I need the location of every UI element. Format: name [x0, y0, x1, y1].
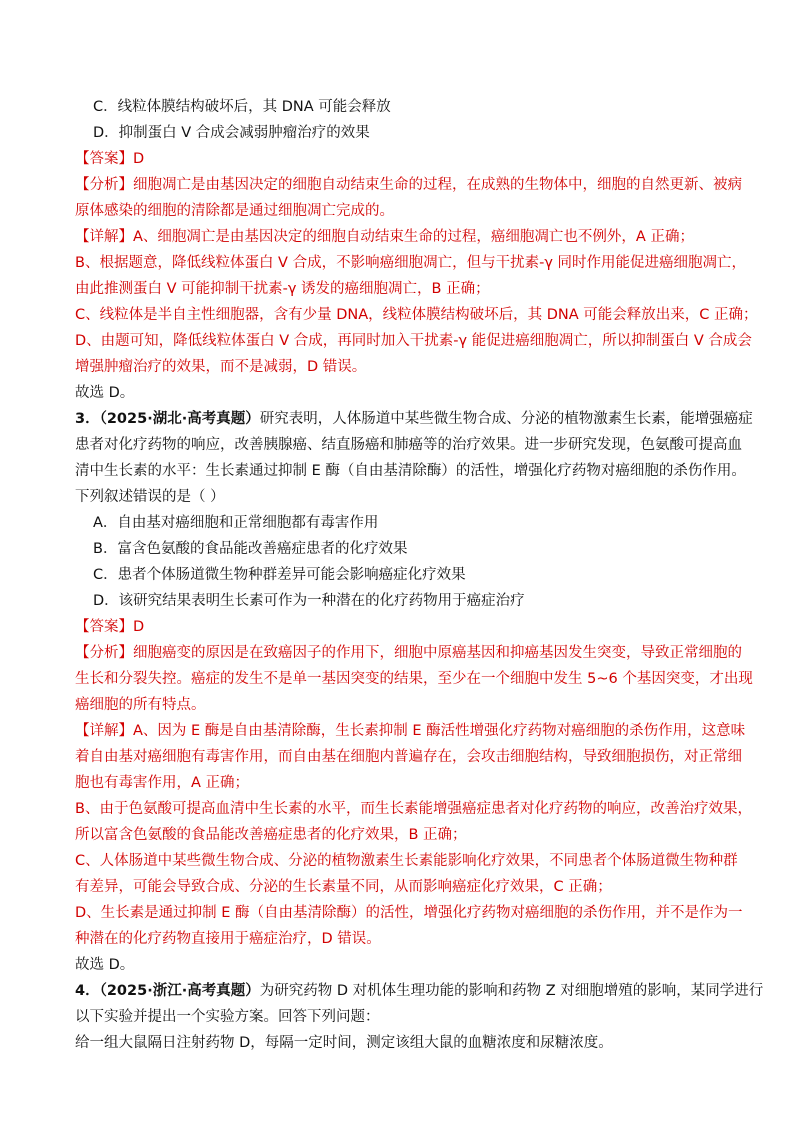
q3-number: 3． [75, 411, 100, 427]
q2-detail-line: D、由题可知，降低线粒体蛋白 V 合成，再同时加入干扰素-γ 能促进癌细胞凋亡，所以抑制蛋白 V 合成会 [75, 333, 752, 349]
q3-detail-line: 所以富含色氨酸的食品能改善癌症患者的化疗效果，B 正确； [75, 827, 467, 843]
q2-answer: 【答案】D [75, 151, 145, 167]
q3-conclusion: 故选 D。 [75, 957, 135, 973]
q3-analysis-line: 癌细胞的所有特点。 [75, 697, 206, 713]
q2-detail-line: B、根据题意，降低线粒体蛋白 V 合成，不影响癌细胞凋亡，但与干扰素-γ 同时作用能促进癌细胞凋亡， [75, 255, 747, 271]
q2-option-c: C．线粒体膜结构破坏后，其 DNA 可能会释放 [93, 99, 391, 115]
q3-detail-line: 种潜在的化疗药物直接用于癌症治疗，D 错误。 [75, 931, 381, 947]
q4-source: （2025·浙江·高考真题） [99, 983, 260, 999]
q2-detail-line: 【详解】A、细胞凋亡是由基因决定的细胞自动结束生命的过程，癌细胞凋亡也不例外，A 正确； [75, 229, 694, 245]
q2-detail-line: 增强肿瘤治疗的效果，而不是减弱，D 错误。 [75, 359, 367, 375]
q4-stem-text: 为研究药物 D 对机体生理功能的影响和药物 Z 对细胞增殖的影响，某同学进行 [259, 983, 764, 999]
q3-analysis-line: 【分析】细胞癌变的原因是在致癌因子的作用下，细胞中原癌基因和抑癌基因发生突变，导致正常细胞的 [75, 645, 742, 661]
q4-number: 4． [75, 983, 100, 999]
q2-conclusion: 故选 D。 [75, 385, 135, 401]
q2-analysis-line: 原体感染的细胞的清除都是通过细胞凋亡完成的。 [75, 203, 394, 219]
q3-option-c: C．患者个体肠道微生物种群差异可能会影响癌症化疗效果 [93, 567, 466, 583]
q3-detail-line: 【详解】A、因为 E 酶是自由基清除酶，生长素抑制 E 酶活性增强化疗药物对癌细胞的杀伤作用，这意味 [75, 723, 746, 739]
q3-analysis-line: 生长和分裂失控。癌症的发生不是单一基因突变的结果，至少在一个细胞中发生 5~6 个基因突变，才出现 [75, 671, 753, 687]
q3-stem-line: 清中生长素的水平：生长素通过抑制 E 酶（自由基清除酶）的活性，增强化疗药物对癌细胞的杀伤作用。 [75, 463, 746, 479]
q2-analysis-line: 【分析】细胞凋亡是由基因决定的细胞自动结束生命的过程，在成熟的生物体中，细胞的自然更新、被病 [75, 177, 742, 193]
q3-stem-line: 下列叙述错误的是（ ） [75, 489, 225, 505]
q4-stem-line: 以下实验并提出一个实验方案。回答下列问题： [75, 1009, 380, 1025]
q3-answer: 【答案】D [75, 619, 145, 635]
q2-detail-line: 由此推测蛋白 V 可能抑制干扰素-γ 诱发的癌细胞凋亡，B 正确； [75, 281, 490, 297]
q3-detail-line: B、由于色氨酸可提高血清中生长素的水平，而生长素能增强癌症患者对化疗药物的响应，改善治疗效果， [75, 801, 752, 817]
q3-detail-line: D、生长素是通过抑制 E 酶（自由基清除酶）的活性，增强化疗药物对癌细胞的杀伤作用，并不是作为一 [75, 905, 743, 921]
q2-detail-line: C、线粒体是半自主性细胞器，含有少量 DNA，线粒体膜结构破坏后，其 DNA 可能会释放出来，C 正确； [75, 307, 758, 323]
q3-detail-line: 着自由基对癌细胞有毒害作用，而自由基在细胞内普遍存在，会攻击细胞结构，导致细胞损伤，对正常细 [75, 749, 742, 765]
q3-source: （2025·湖北·高考真题） [99, 411, 260, 427]
q3-option-a: A．自由基对癌细胞和正常细胞都有毒害作用 [93, 515, 379, 531]
q2-option-d: D．抑制蛋白 V 合成会减弱肿瘤治疗的效果 [93, 125, 370, 141]
q3-stem-text: 研究表明，人体肠道中某些微生物合成、分泌的植物激素生长素，能增强癌症 [259, 411, 753, 427]
q3-option-b: B．富含色氨酸的食品能改善癌症患者的化疗效果 [93, 541, 408, 557]
q3-option-d: D．该研究结果表明生长素可作为一种潜在的化疗药物用于癌症治疗 [93, 593, 525, 609]
q3-stem-first-line [75, 409, 753, 429]
q3-detail-line: C、人体肠道中某些微生物合成、分泌的植物激素生长素能影响化疗效果，不同患者个体肠道微生物种群 [75, 853, 738, 869]
q4-stem-line: 给一组大鼠隔日注射药物 D，每隔一定时间，测定该组大鼠的血糖浓度和尿糖浓度。 [75, 1035, 613, 1051]
q3-stem-line: 患者对化疗药物的响应，改善胰腺癌、结直肠癌和肺癌等的治疗效果。进一步研究发现，色氨酸可提高血 [75, 437, 742, 453]
q4-stem-first-line [75, 981, 763, 1001]
q3-detail-line: 有差异，可能会导致合成、分泌的生长素量不同，从而影响癌症化疗效果，C 正确； [75, 879, 612, 895]
q3-detail-line: 胞也有毒害作用，A 正确； [75, 775, 250, 791]
